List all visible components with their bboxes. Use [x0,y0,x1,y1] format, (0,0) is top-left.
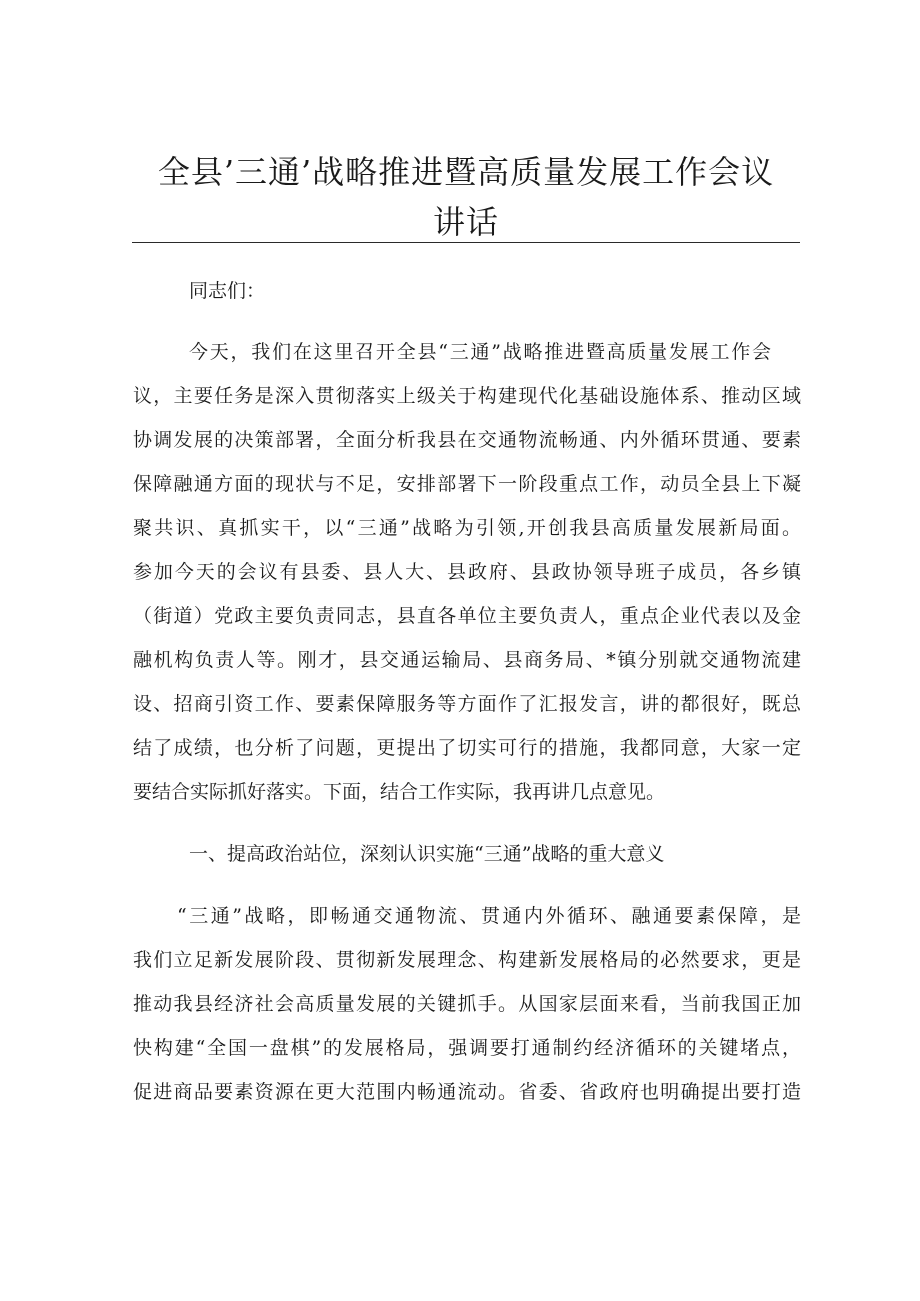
paragraph-2-line-1: “三通”战略，即畅通交通物流、贯通内外循环、融通要素保障，是 [177,905,801,927]
salutation: 同志们： [189,280,266,302]
document-title-line-1: 全县’三通’战略推进暨高质量发展工作会议 [157,153,775,191]
paragraph-2-line-3: 推动我县经济社会高质量发展的关键抓手。从国家层面来看，当前我国正加 [133,993,801,1015]
title-underline [132,242,800,243]
paragraph-1-line-3: 协调发展的决策部署，全面分析我县在交通物流畅通、内外循环贯通、要素 [133,429,801,451]
paragraph-1-line-2: 议，主要任务是深入贯彻落实上级关于构建现代化基础设施体系、推动区域 [133,385,801,407]
paragraph-1-line-9: 设、招商引资工作、要素保障服务等方面作了汇报发言，讲的都很好，既总 [133,693,801,715]
paragraph-1-line-7: （街道）党政主要负责同志，县直各单位主要负责人，重点企业代表以及金 [133,605,801,627]
paragraph-1-line-6: 参加今天的会议有县委、县人大、县政府、县政协领导班子成员，各乡镇 [133,561,801,583]
paragraph-1-line-10: 结了成绩，也分析了问题，更提出了切实可行的措施，我都同意，大家一定 [133,737,801,759]
paragraph-1-line-5: 聚共识、真抓实干，以“三通”战略为引领,开创我县高质量发展新局面。 [133,517,801,539]
paragraph-1-line-8: 融机构负责人等。刚才，县交通运输局、县商务局、*镇分别就交通物流建 [133,649,801,671]
paragraph-2-line-2: 我们立足新发展阶段、贯彻新发展理念、构建新发展格局的必然要求，更是 [133,949,801,971]
section-heading-1: 一、提高政治站位，深刻认识实施“三通”战略的重大意义 [189,843,665,865]
paragraph-1-line-1: 今天，我们在这里召开全县“三通”战略推进暨高质量发展工作会 [189,341,771,363]
paragraph-1-line-4: 保障融通方面的现状与不足，安排部署下一阶段重点工作，动员全县上下凝 [133,473,801,495]
document-title-line-2: 讲话 [432,203,499,241]
paragraph-2-line-4: 快构建“全国一盘棋”的发展格局，强调要打通制约经济循环的关键堵点， [133,1037,801,1059]
paragraph-1-line-11: 要结合实际抓好落实。下面，结合工作实际，我再讲几点意见。 [133,781,666,803]
paragraph-2-line-5: 促进商品要素资源在更大范围内畅通流动。省委、省政府也明确提出要打造 [133,1081,801,1103]
